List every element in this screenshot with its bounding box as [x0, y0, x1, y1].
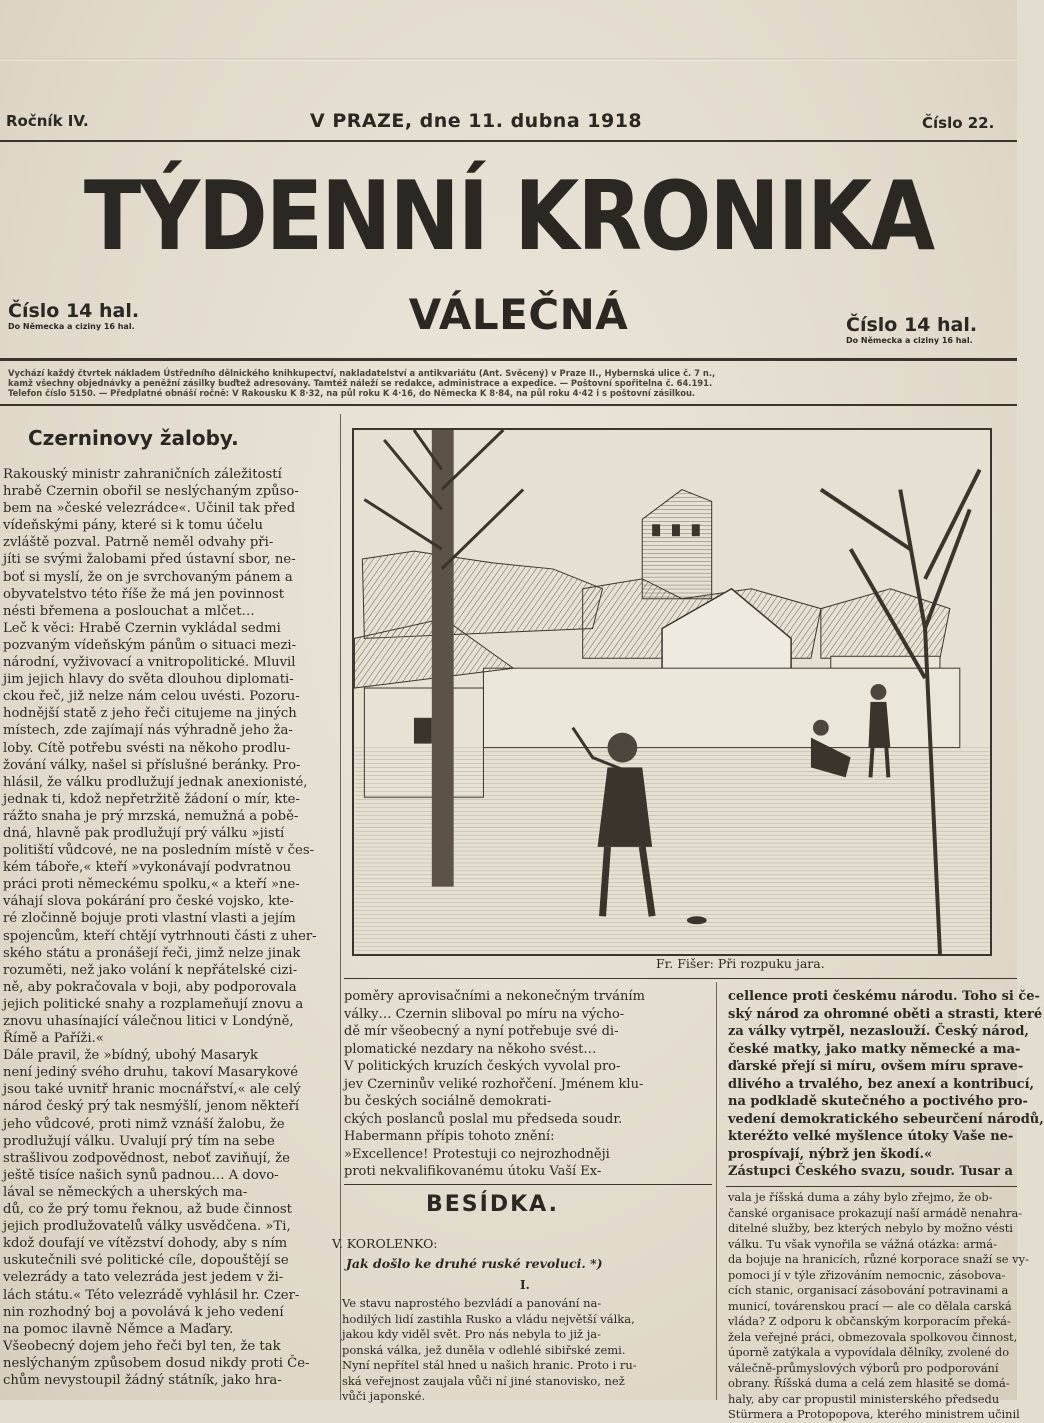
text-line: ský národ za ohromné oběti a strasti, které [728, 1006, 1043, 1022]
dateline: V PRAZE, dne 11. dubna 1918 [310, 110, 643, 132]
text-line: Zástupci Českého svazu, soudr. Tusar a [728, 1164, 1013, 1179]
text-line: pomoci jí v týle zřizováním nemocnic, zásobova- [728, 1267, 1006, 1282]
text-line: jakou kdy viděl svět. Pro nás nebyla to již ja- [342, 1327, 602, 1341]
text-line: plomatické nezdary na někoho svést… [344, 1041, 597, 1057]
text-line: obyvatelstvo této říše že má jen povinnost [3, 586, 285, 602]
text-line: bu českých sociálně demokrati- [344, 1094, 552, 1109]
illustration [352, 428, 992, 956]
text-line: Ve stavu naprostého bezvládí a panování na- [342, 1296, 602, 1310]
column-divider [340, 414, 341, 1400]
price-left [8, 300, 139, 331]
text-line: rážto snaha je prý mrzská, nemužná a pobě- [3, 808, 299, 824]
newspaper-subtitle: VÁLEČNÁ [408, 290, 629, 339]
text-line: neslýchaným způsobem dosud nikdy proti Če- [3, 1355, 310, 1371]
text-line: čanské organisace prokazují naší armádě nenahra- [728, 1205, 1023, 1220]
text-line: vedení demokratického sebeurčení národů, [728, 1111, 1044, 1127]
text-line: žování války, našel si příslušné beránky. Pro- [3, 757, 301, 773]
besidka-heading: BESÍDKA. [426, 1192, 559, 1217]
text-line: nésti břemena a poslouchat a mlčet… [3, 603, 255, 619]
text-line: vláda? Z odporu k občanským korporacím překá- [728, 1314, 1011, 1328]
text-line: cellence proti českému národu. Toho si če- [728, 989, 1040, 1004]
text-line: jev Czerninův veliké rozhořčení. Jménem klu- [344, 1076, 644, 1092]
text-line: lával se německých a uherských ma- [3, 1184, 248, 1200]
text-line: místech, zde zajímají nás výhradně jeho ža- [3, 723, 293, 739]
text-line: jsou také uvnitř hranic mocnářství,« ale celý [3, 1082, 301, 1098]
text-line: hlásil, že válku prodlužují jednak anexionisté, [3, 774, 308, 790]
text-line: úporně zatýkala a vypovídala dělníky, zvolené do [728, 1345, 1010, 1359]
text-line: velezrády a tato velezráda jest jedem v ži- [3, 1270, 284, 1286]
page-fold [0, 58, 1017, 61]
text-line: dlivého a trvalého, bez anexí a kontribucí, [728, 1076, 1035, 1092]
besidka-rule [344, 1184, 712, 1185]
text-line: ponská válka, jež duněla v odlehlé sibiřské zemi. [342, 1342, 626, 1357]
publisher-notice [8, 368, 1008, 398]
text-line: dě mír všeobecný a nyní potřebuje své di- [344, 1024, 619, 1039]
story-body [342, 1296, 710, 1405]
right-article-body [728, 988, 1044, 1181]
text-line: prospívají, nýbrž jen škodí.« [728, 1146, 933, 1162]
text-line: kdož doufají ve vítězství dohody, aby s ním [3, 1236, 288, 1252]
text-line: boť si myslí, že on je svrchovaným pánem a [3, 569, 293, 585]
text-line: Všeobecný dojem jeho řeči byl ten, že tak [3, 1338, 281, 1354]
text-line: jejich prodlužovatelů války usvědčena. »Ti, [3, 1219, 291, 1235]
newspaper-title: TÝDENNÍ KRONIKA [83, 160, 934, 272]
text-line: hodilých lidí zastihla Rusko a vládu největší válka, [342, 1311, 635, 1326]
text-line: haly, aby car propustil ministerského předsedu [728, 1391, 1000, 1406]
text-line: uskutečnili své politické cíle, dopouštějí se [3, 1253, 289, 1269]
story-title: Jak došlo ke druhé ruské revoluci. *) [346, 1256, 603, 1271]
text-line: ckých poslanců poslal mu předseda soudr. [344, 1111, 623, 1127]
text-line: municí, továrenskou prací — ale co dělala carská [728, 1298, 1012, 1313]
text-line: lách státu.« Této velezrádě vyhlásil hr. Czer- [3, 1287, 300, 1303]
text-line: ská veřejnost zaujala vůči ní jiné stanovisko, než [342, 1373, 625, 1388]
text-line: vůči japonské. [342, 1389, 426, 1403]
text-line: kteréžto velké myšlence útoky Vaše ne- [728, 1129, 1014, 1144]
text-line: žela veřejné práci, obmezovala spolkovou činnost, [728, 1329, 1018, 1344]
left-article-body [3, 466, 335, 1389]
text-line: ďarské přejí si míru, ovšem míru sprave- [728, 1059, 1024, 1074]
text-line: ně, aby pokračovala v boji, aby podporovala [3, 979, 297, 995]
text-line: na pomoc ilavně Němce a Maďary. [3, 1321, 234, 1337]
text-line: zvláště pozval. Patrně neměl odvahy při- [3, 535, 274, 551]
text-line: Habermann přípis tohoto znění: [344, 1129, 555, 1144]
text-line: národ český prý tak nesmýšlí, jenom někteří [3, 1099, 300, 1115]
notice-line: kamž všechny objednávky a peněžní zásilky buďtež adresovány. Tamtéž náleží se redakce, administrace a expedice. — Poštovní spořitelna č. 64.191. [8, 378, 713, 388]
text-line: da bojuje na hranicích, různé korporace snaží se vy- [728, 1252, 1029, 1266]
text-line: jim jejich hlavy do světa dlouhou diplomati- [3, 672, 294, 688]
text-line: Leč k věci: Hrabě Czernin vykládal sedmi [3, 620, 281, 636]
notice-line: Telefon číslo 5150. — Předplatné obnáší ročně: V Rakousku K 8·32, na půl roku K 4·16, do Německa K 8·84, na půl roku 4·42 i s poštovní zásilkou. [8, 388, 696, 398]
text-line: rozuměti, než jako volání k nepřátelské cizi- [3, 962, 298, 978]
text-line: ckou řeč, již nelze nám celou uvésti. Pozoru- [3, 689, 300, 705]
text-line: na podkladě skutečného a poctivého pro- [728, 1094, 1028, 1109]
section-rule [344, 978, 1017, 979]
text-line: dů, co že prý tomu řeknou, až bude činnost [3, 1202, 292, 1218]
text-line: vala je říšská duma a záhy bylo zřejmo, že ob- [728, 1190, 993, 1204]
text-line: ského státu a pronášejí řeči, jimž nelze jinak [3, 945, 301, 961]
column-divider [716, 982, 717, 1400]
text-line: válečně-průmyslových výborů pro podporování [728, 1360, 999, 1375]
text-line: prodlužují válku. Uvalují prý tím na sebe [3, 1133, 275, 1149]
notice-line: Vychází každý čtvrtek nákladem Ústředního dělnického knihkupectví, nakladatelství a antikvariátu (Ant. Svěcený) v Praze II., Hybernská ulice č. 7 n., [8, 368, 716, 378]
article-headline: Czerninovy žaloby. [28, 426, 239, 450]
text-line: ještě tisíce našich synů padnou… A dovo- [3, 1167, 279, 1183]
text-line: Stürmera a Protopopova, kterého ministrem učinil [728, 1407, 1020, 1421]
text-line: strašlivou zodpovědnost, neboť zaviňují, že [3, 1150, 290, 1166]
text-line: váhají slova pokárání pro české vojsko, kte- [3, 894, 294, 910]
price-left-label: Číslo 14 hal. [8, 300, 140, 322]
text-line: chům nevystoupil žádný státník, jako hra- [3, 1372, 282, 1388]
text-line: není jediný svého druhu, takoví Masarykové [3, 1065, 299, 1081]
price-right [846, 314, 977, 345]
text-line: za války vytrpěl, nezaslouží. Český národ, [728, 1024, 1029, 1039]
text-line: ditelné služby, bez kterých nebylo by možno vésti [728, 1221, 1013, 1235]
text-line: obrany. Říšská duma a celá zem hlasitě se domá- [728, 1376, 1010, 1390]
text-line: kém táboře,« kteří »vykonávají podvratnou [3, 860, 292, 876]
text-line: Římě a Paříži.« [3, 1031, 104, 1047]
text-line: »Excellence! Protestuji co nejrozhodněji [344, 1146, 610, 1162]
text-line: politiští vůdcové, ne na posledním místě v čes- [3, 843, 315, 859]
issue-number: Číslo 22. [922, 114, 995, 132]
price-right-note: Do Německa a ciziny 16 hal. [846, 336, 973, 345]
story-chapter: I. [520, 1278, 530, 1292]
right-story-continuation [728, 1190, 1029, 1423]
text-line: hrabě Czernin obořil se neslýchaným způso- [3, 484, 299, 500]
text-line: jeho vůdcové, proti nimž vznáší žalobu, že [3, 1116, 285, 1132]
text-line: hodnější statě z jeho řeči citujeme na jiných [3, 706, 297, 722]
header-rule [0, 140, 1017, 142]
mid-article-body [344, 988, 706, 1181]
notice-rule-bottom [0, 404, 1017, 406]
story-author: V. KOROLENKO: [332, 1236, 438, 1251]
text-line: Nyní nepřítel stál hned u našich hranic. Proto i ru- [342, 1358, 637, 1372]
text-line: české matky, jako matky německé a ma- [728, 1041, 1021, 1057]
right-rule [726, 1186, 1017, 1187]
text-line: vídeňskými pány, které si k tomu účelu [3, 518, 263, 534]
text-line: práci proti německému spolku,« a kteří »ne- [3, 877, 300, 893]
illustration-caption: Fr. Fišer: Při rozpuku jara. [656, 956, 825, 971]
header-bar [0, 112, 1017, 136]
text-line: spojencům, kteří chtějí vytrhnouti části z uher- [3, 928, 317, 944]
notice-rule-top [0, 358, 1017, 361]
text-line: ré zločinně bojuje proti vlastní vlasti a jejím [3, 911, 296, 927]
text-line: znovu uhasínající válečnou litici v Londýně, [3, 1014, 294, 1029]
text-line: V politických kruzích českých vyvolal pro- [344, 1059, 621, 1074]
text-line: proti nekvalifikovanému útoku Vaší Ex- [344, 1164, 602, 1179]
text-line: dná, hlavně pak prodlužují prý válku »jistí [3, 825, 285, 841]
text-line: pozvaným vídeňským pánům o situaci mezi- [3, 637, 297, 653]
illustration-drawing [354, 430, 990, 954]
price-right-label: Číslo 14 hal. [846, 314, 978, 336]
text-line: národní, vyživovací a vnitropolitické. Mluvil [3, 655, 296, 671]
text-line: Dále pravil, že »bídný, ubohý Masaryk [3, 1048, 258, 1064]
text-line: jednak ti, kdož nepřetržitě žádoní o mír, kte- [3, 791, 300, 807]
text-line: bem na »české velezrádce«. Učinil tak před [3, 501, 296, 517]
text-line: nin rozhodný boj a povolává k jeho vedení [3, 1304, 284, 1320]
volume-label: Ročník IV. [6, 112, 89, 130]
text-line: cích stanic, organisací zásobování potravinami a [728, 1283, 1009, 1297]
price-left-note: Do Německa a ciziny 16 hal. [8, 322, 135, 331]
text-line: jíti se svými žalobami před ústavní sbor, ne- [3, 552, 296, 568]
text-line: poměry aprovisačními a nekonečným trváním [344, 989, 645, 1004]
text-line: jejich politické snahy a rozplameňují znovu a [3, 996, 304, 1012]
text-line: loby. Cítě potřebu svésti na někoho prodlu- [3, 740, 291, 756]
text-line: války… Czernin sliboval po míru na výcho- [344, 1006, 625, 1022]
text-line: Rakouský ministr zahraničních záležitostí [3, 467, 282, 482]
text-line: válku. Tu však vynořila se vážná otázka: armá- [728, 1236, 997, 1251]
